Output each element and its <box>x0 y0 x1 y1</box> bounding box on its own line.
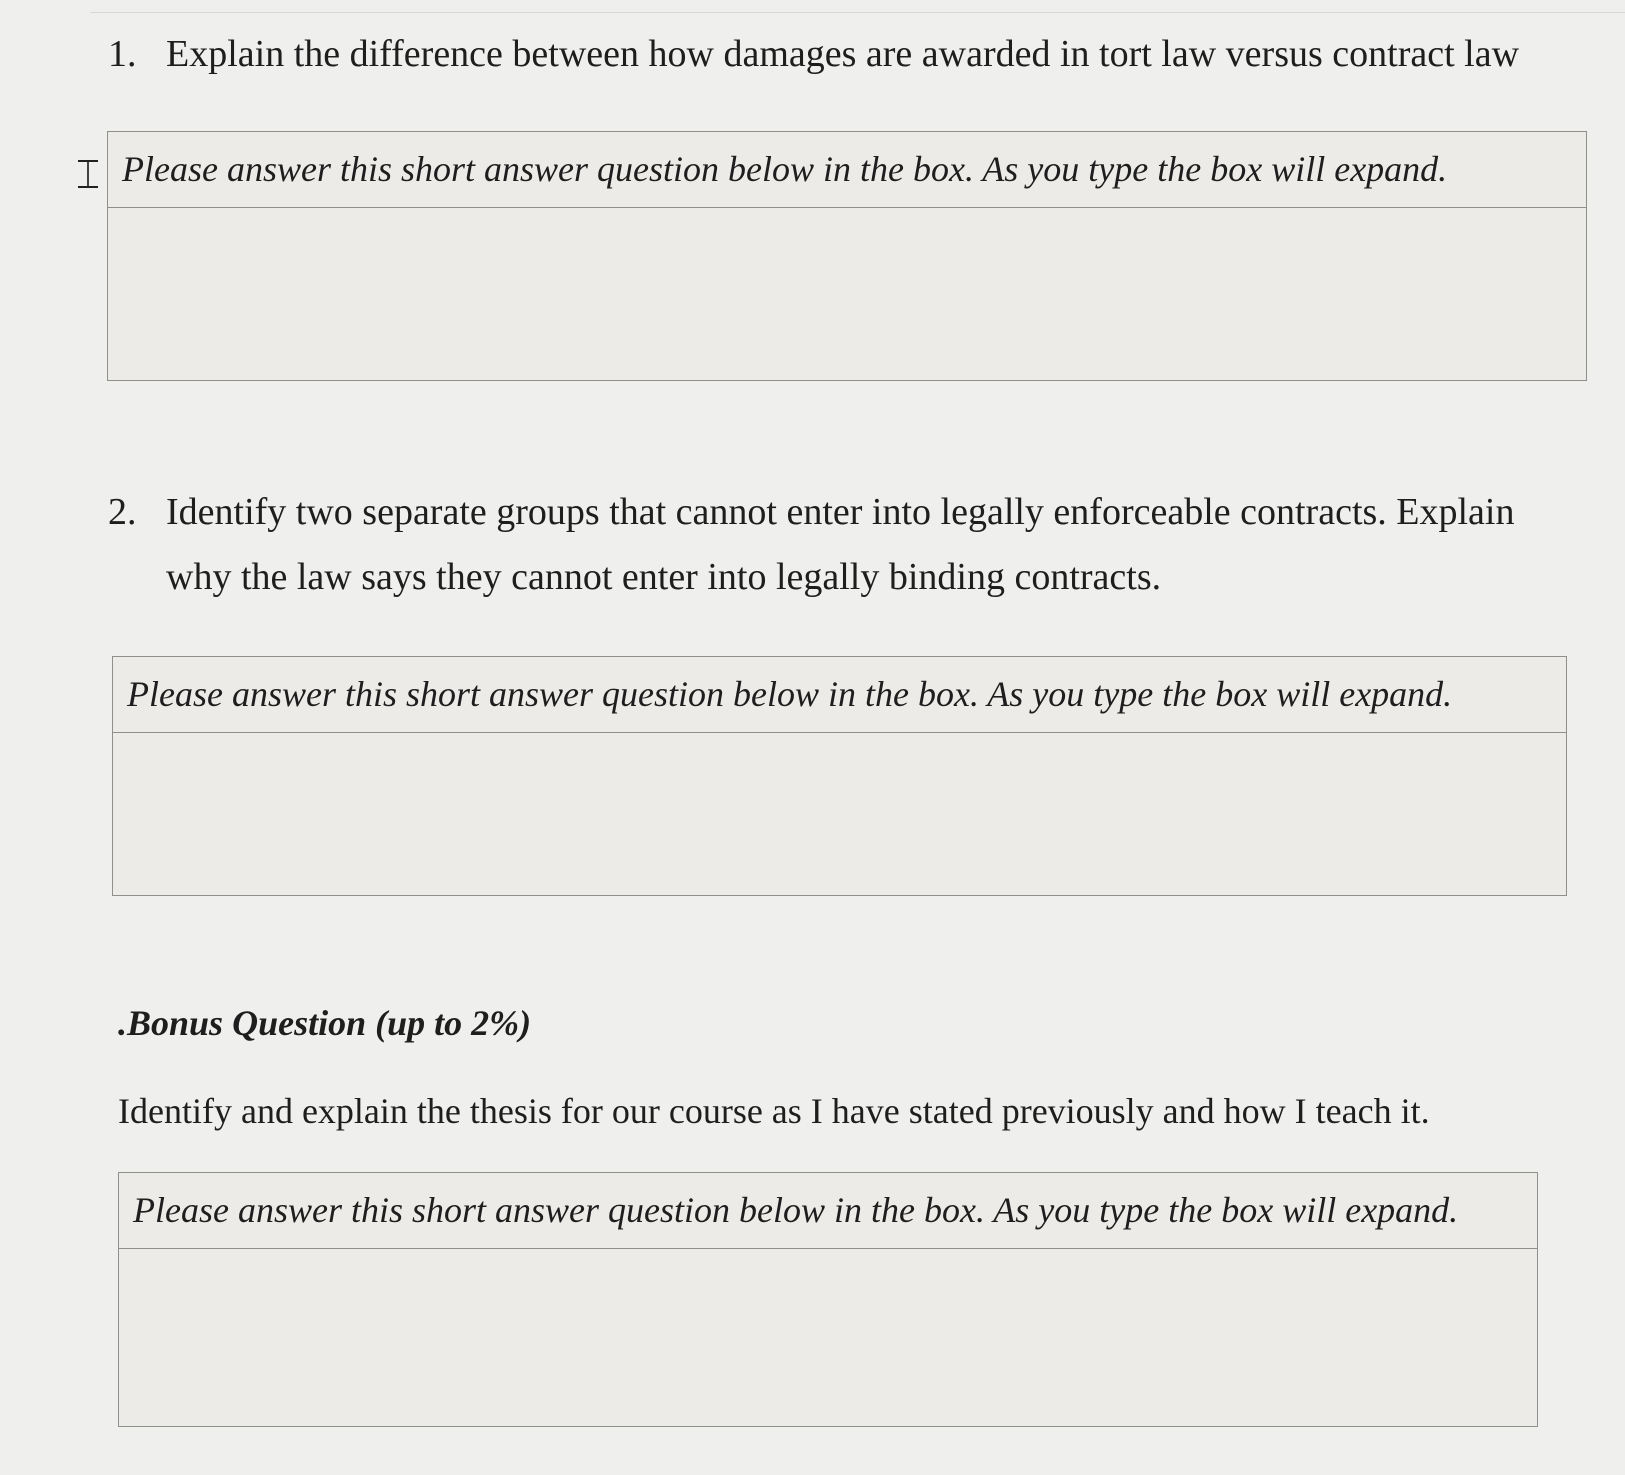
question-2-text: Identify two separate groups that cannot enter into legally enforceable contracts. Explain why the law says they cannot enter into legally binding contracts. <box>166 491 1515 598</box>
answer-box-bonus[interactable] <box>118 1172 1538 1427</box>
answer-box-bonus-instruction: Please answer this short answer question below in the box. As you type the box will expand. <box>119 1173 1537 1249</box>
answer-field-2[interactable] <box>113 733 1566 895</box>
top-divider <box>90 12 1625 13</box>
answer-box-1[interactable] <box>107 131 1587 381</box>
answer-field-bonus[interactable] <box>119 1249 1537 1426</box>
bonus-question-text: Identify and explain the thesis for our course as I have stated previously and how I teach it. <box>118 1091 1430 1131</box>
question-1 <box>108 22 1608 87</box>
question-1-text: Explain the difference between how damages are awarded in tort law versus contract law <box>166 33 1520 75</box>
answer-box-2[interactable] <box>112 656 1567 896</box>
answer-box-2-instruction: Please answer this short answer question below in the box. As you type the box will expand. <box>113 657 1566 733</box>
question-2-number: 2. <box>108 491 137 533</box>
text-cursor-icon: ⌶ <box>76 152 100 198</box>
bonus-question-title: .Bonus Question (up to 2%) <box>118 1003 532 1043</box>
answer-field-1[interactable] <box>108 208 1586 380</box>
answer-box-1-instruction: Please answer this short answer question below in the box. As you type the box will expand. <box>108 132 1586 208</box>
question-2 <box>108 480 1588 609</box>
question-1-number: 1. <box>108 33 137 75</box>
